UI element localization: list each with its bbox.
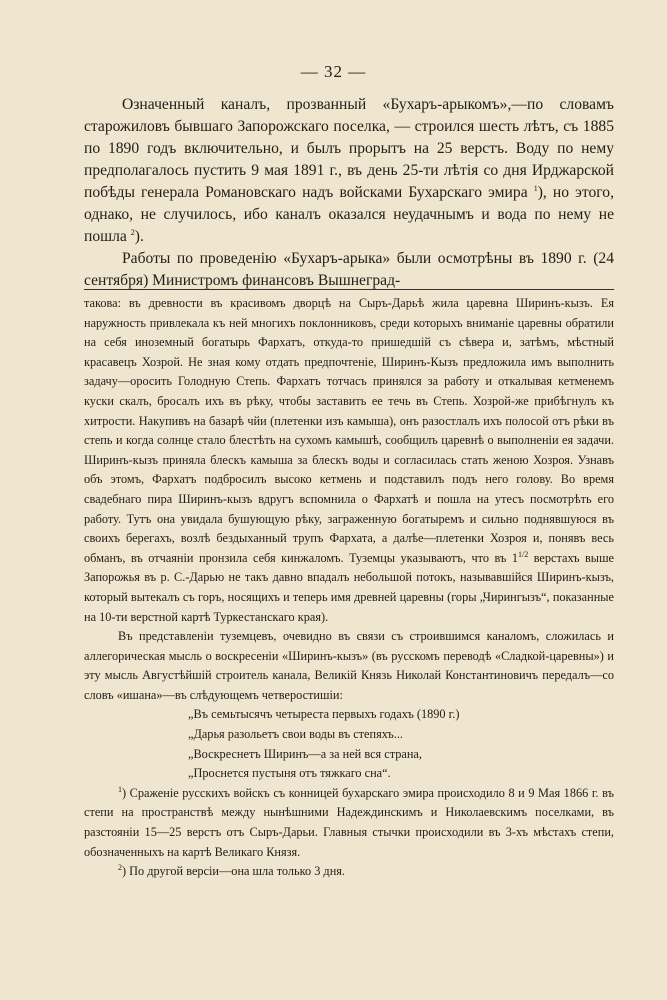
footnote-block <box>84 294 614 882</box>
main-paragraph-2: Работы по проведенію «Бухаръ-арыка» были осмотрѣны въ 1890 г. (24 сентября) Министромъ финансовъ Вышнеград- <box>84 250 614 289</box>
legend-paragraph: такова: въ древности въ красивомъ дворцѣ на Сыръ-Дарьѣ жила царевна Ширинъ-кызъ. Ея наружность привлекала къ ней многихъ поклонниковъ, среди которыхъ вниманіе царевны обратили на себя иноземный богатырь Фархатъ, откуда-то пришедшій съ сѣвера и, затѣмъ, мѣстный красавецъ Хозрой. Не зная кому отдать предпочтеніе, Ширинъ-Кызъ предложила имъ выполнить задачу—оросить Голодную Степь. Фархатъ тотчасъ принялся за работу и откалывая кетменемъ куски скалъ, бросалъ ихъ въ рѣку, чтобы заставить ее течь въ Степь. Хозрой-же прибѣгнулъ къ хитрости. Накупивъ на базарѣ чйи (плетенки изъ камыша), онъ разостлалъ ихъ полосой отъ рѣки въ степь и когда солнце стало блестѣть на сухомъ камышѣ, сообщилъ царевнѣ о выполненіи ея задачи. Ширинъ-кызъ приняла блескъ камыша за блескъ воды и согласилась стать женою Хозроя. Узнавъ объ этомъ, Фархатъ подбросилъ высоко кетмень и подставилъ подъ него голову. Во время свадебнаго пира Ширинъ-кызъ вдругъ вспомнила о Фархатѣ и пошла на утесъ посмотрѣть его работу. Тутъ она увидала бушующую рѣку, заграженную богатыремъ и сильно поднявшуюся въ своихъ берегахъ, возлѣ бездыханный трупъ Фархата, а далѣе—плетенки Хозроя и, понявъ весь обманъ, въ отчаяніи пронзила себя кинжаломъ. Туземцы указываютъ, что въ $1^{1/2}$ верстахъ выше Запорожья въ р. С.-Дарью не такъ давно впадалъ небольшой потокъ, называвшійся Ширинъ-кызъ, который вытекалъ съ горъ, носящихъ и теперь имя древней царевны (горы „Чирингызъ“, показанные на 10-ти верстной картѣ Туркестанскаго края). <box>84 296 614 624</box>
footnote-2: $^2$) По другой версіи—она шла только 3 дня. <box>118 863 346 879</box>
footnote-ref-1: 1 <box>533 183 538 193</box>
verse-line-4: „Проснется пустыня отъ тяжкаго сна“. <box>188 766 391 781</box>
fraction-half: 1/2 <box>517 549 529 559</box>
footnote-separator <box>84 289 614 290</box>
footnote-ref-2: 2 <box>130 227 135 237</box>
allegory-paragraph: Въ представленіи туземцевъ, очевидно въ связи съ строившимся каналомъ, сложилась и аллегорическая мысль о воскресеніи «Ширинъ-кызъ» (въ русскомъ переводѣ «Сладкой-царевны») и эту мысль Августѣйшій строитель канала, Великій Князь Николай Константиновичъ передалъ—со словъ «ишана»—въ слѣдующемъ четверостишіи: <box>84 629 614 702</box>
page-number: — 32 — <box>300 62 367 81</box>
verse-line-2: „Дарья разольетъ свои воды въ степяхъ... <box>188 727 403 742</box>
verse-line-3: „Воскреснетъ Ширинъ—а за ней вся страна, <box>188 746 422 761</box>
verse-line-1: „Въ семьтысячъ четыреста первыхъ годахъ (1890 г.) <box>188 707 460 722</box>
footnote-1: $^1$) Сраженіе русскихъ войскъ съ конницей бухарскаго эмира происходило 8 и 9 Мая 1866 г. въ степи на пространствѣ между нынѣшними Надеждинскимъ и Николаевскимъ поселками, въ разстояніи 15—25 верстъ отъ Сыръ-Дарьи. Главныя стычки происходили въ 3-хъ мѣстахъ степи, обозначенныхъ на картѣ Великаго Князя. <box>84 784 614 859</box>
main-paragraph-1: Означенный каналъ, прозванный «Бухаръ-арыкомъ»,—по словамъ старожиловъ бывшаго Запорожскаго поселка, — строился шесть лѣтъ, съ 1885 по 1890 годъ включительно, и былъ прорытъ на 25 верстъ. Воду по нему предполагалось пустить 9 мая 1891 г., въ день 25-ти лѣтія со дня Ирджарской побѣды генерала Романовскаго надъ войсками Бухарскаго эмира $^1$), но этого, однако, не случилось, ибо каналъ оказался неудачнымъ и вода по нему не пошла $^2$). <box>84 96 614 245</box>
main-text <box>84 94 614 292</box>
